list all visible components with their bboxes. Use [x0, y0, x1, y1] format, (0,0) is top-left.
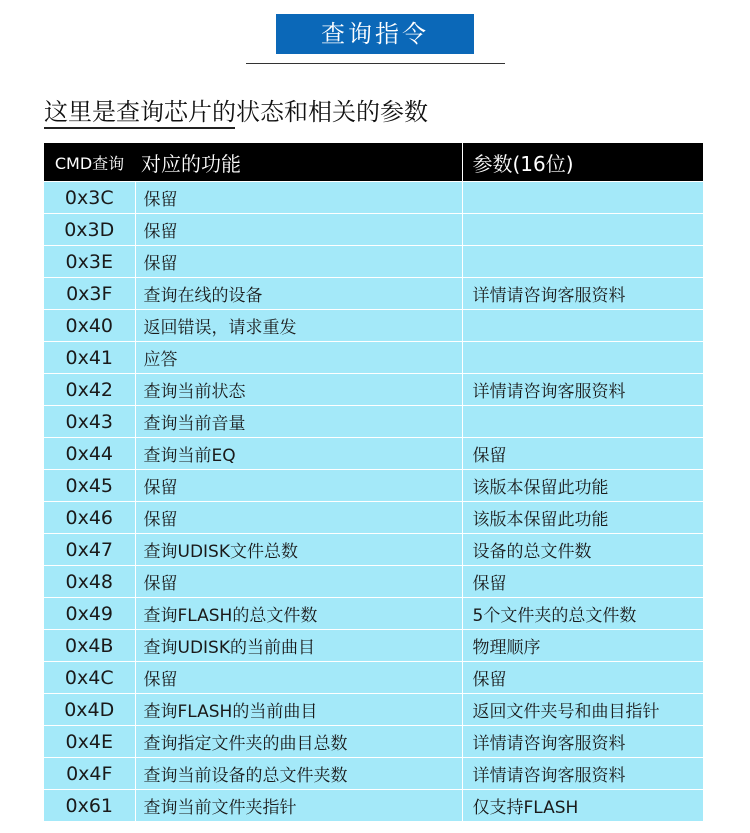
- function-cell: 查询UDISK的当前曲目: [135, 630, 462, 662]
- title-underline: [246, 63, 505, 64]
- table-row: [44, 566, 703, 598]
- table-row: [44, 438, 703, 470]
- function-cell: 应答: [135, 342, 462, 374]
- cmd-cell: 0x43: [44, 406, 135, 438]
- command-table: [44, 143, 703, 821]
- function-cell: 查询UDISK文件总数: [135, 534, 462, 566]
- param-cell: 仅支持FLASH: [462, 790, 703, 822]
- param-cell: [462, 342, 703, 374]
- table-row: [44, 694, 703, 726]
- function-cell: 查询当前设备的总文件夹数: [135, 758, 462, 790]
- table-row: [44, 182, 703, 214]
- param-cell: [462, 310, 703, 342]
- table-row: [44, 758, 703, 790]
- function-cell: 保留: [135, 246, 462, 278]
- cmd-cell: 0x47: [44, 534, 135, 566]
- cmd-cell: 0x45: [44, 470, 135, 502]
- cmd-cell: 0x3F: [44, 278, 135, 310]
- cmd-cell: 0x40: [44, 310, 135, 342]
- param-cell: [462, 406, 703, 438]
- table-row: [44, 470, 703, 502]
- table-row: [44, 662, 703, 694]
- param-cell: 详情请咨询客服资料: [462, 374, 703, 406]
- function-cell: 查询当前状态: [135, 374, 462, 406]
- function-cell: 保留: [135, 662, 462, 694]
- table-row: [44, 502, 703, 534]
- table-row: [44, 214, 703, 246]
- param-cell: 详情请咨询客服资料: [462, 726, 703, 758]
- param-cell: 详情请咨询客服资料: [462, 278, 703, 310]
- table-row: [44, 598, 703, 630]
- param-cell: 详情请咨询客服资料: [462, 758, 703, 790]
- cmd-cell: 0x48: [44, 566, 135, 598]
- function-cell: 保留: [135, 470, 462, 502]
- function-cell: 查询当前音量: [135, 406, 462, 438]
- cmd-cell: 0x3E: [44, 246, 135, 278]
- param-cell: 该版本保留此功能: [462, 470, 703, 502]
- param-cell: 保留: [462, 566, 703, 598]
- subtitle-underline: [44, 127, 235, 129]
- cmd-cell: 0x3C: [44, 182, 135, 214]
- cmd-cell: 0x4B: [44, 630, 135, 662]
- column-header-function: 对应的功能: [135, 143, 462, 182]
- column-header-cmd: CMD查询: [44, 143, 135, 182]
- param-cell: 保留: [462, 662, 703, 694]
- column-header-param: 参数(16位): [462, 143, 703, 182]
- param-cell: 设备的总文件数: [462, 534, 703, 566]
- table-row: [44, 374, 703, 406]
- param-cell: [462, 214, 703, 246]
- function-cell: 查询当前文件夹指针: [135, 790, 462, 822]
- cmd-cell: 0x4E: [44, 726, 135, 758]
- table-row: [44, 342, 703, 374]
- function-cell: 保留: [135, 182, 462, 214]
- cmd-cell: 0x61: [44, 790, 135, 822]
- param-cell: [462, 246, 703, 278]
- table-row: [44, 790, 703, 822]
- section-title: 查询指令: [276, 14, 474, 54]
- function-cell: 查询FLASH的总文件数: [135, 598, 462, 630]
- param-cell: 物理顺序: [462, 630, 703, 662]
- cmd-cell: 0x41: [44, 342, 135, 374]
- table-row: [44, 246, 703, 278]
- param-cell: 5个文件夹的总文件数: [462, 598, 703, 630]
- param-cell: [462, 182, 703, 214]
- function-cell: 返回错误，请求重发: [135, 310, 462, 342]
- table-row: [44, 406, 703, 438]
- cmd-cell: 0x42: [44, 374, 135, 406]
- table-row: [44, 278, 703, 310]
- section-subtitle: 这里是查询芯片的状态和相关的参数: [44, 98, 428, 126]
- cmd-cell: 0x44: [44, 438, 135, 470]
- cmd-cell: 0x46: [44, 502, 135, 534]
- table-header-row: [44, 143, 703, 182]
- table-row: [44, 534, 703, 566]
- table-row: [44, 310, 703, 342]
- function-cell: 查询指定文件夹的曲目总数: [135, 726, 462, 758]
- function-cell: 保留: [135, 502, 462, 534]
- function-cell: 保留: [135, 566, 462, 598]
- cmd-cell: 0x4D: [44, 694, 135, 726]
- cmd-cell: 0x4F: [44, 758, 135, 790]
- function-cell: 查询当前EQ: [135, 438, 462, 470]
- cmd-cell: 0x49: [44, 598, 135, 630]
- param-cell: 该版本保留此功能: [462, 502, 703, 534]
- function-cell: 保留: [135, 214, 462, 246]
- function-cell: 查询FLASH的当前曲目: [135, 694, 462, 726]
- param-cell: 返回文件夹号和曲目指针: [462, 694, 703, 726]
- table-row: [44, 630, 703, 662]
- cmd-cell: 0x3D: [44, 214, 135, 246]
- function-cell: 查询在线的设备: [135, 278, 462, 310]
- table-row: [44, 726, 703, 758]
- cmd-cell: 0x4C: [44, 662, 135, 694]
- param-cell: 保留: [462, 438, 703, 470]
